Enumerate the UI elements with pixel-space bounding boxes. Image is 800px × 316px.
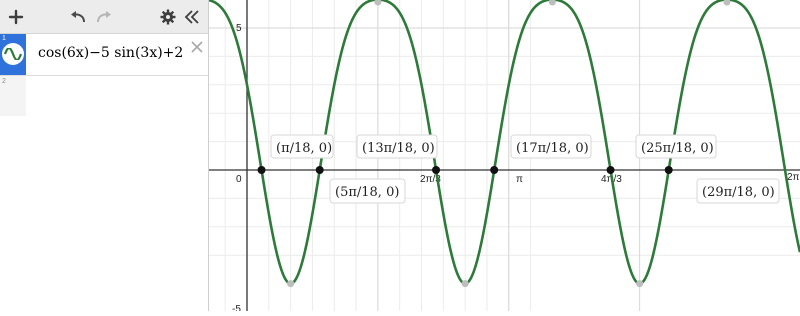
- x-tick-label: π: [516, 174, 523, 185]
- svg-text:(π/18, 0): (π/18, 0): [276, 141, 333, 156]
- close-icon[interactable]: [188, 38, 206, 56]
- y-tick-label: -5: [232, 304, 241, 311]
- expression-list-panel: [0, 0, 209, 311]
- extremum-point[interactable]: [462, 280, 469, 287]
- plus-icon[interactable]: [4, 5, 28, 29]
- expression-toolbar: [0, 0, 208, 34]
- zero-point-label[interactable]: [357, 135, 437, 158]
- expression-color-tab[interactable]: [0, 34, 26, 75]
- zero-point[interactable]: [607, 166, 615, 174]
- gear-icon[interactable]: [156, 5, 180, 29]
- y-tick-label: 5: [236, 23, 242, 34]
- expression-row[interactable]: [0, 34, 208, 76]
- expression-index: 1: [2, 35, 6, 42]
- graph-canvas[interactable]: [209, 0, 800, 311]
- zero-point-label[interactable]: [636, 135, 716, 158]
- extremum-point[interactable]: [636, 280, 643, 287]
- svg-text:(29π/18, 0): (29π/18, 0): [702, 185, 775, 200]
- svg-text:(17π/18, 0): (17π/18, 0): [516, 141, 589, 156]
- x-tick-label: 4π/3: [601, 174, 622, 185]
- svg-text:(5π/18, 0): (5π/18, 0): [335, 185, 400, 200]
- zero-point-label[interactable]: [697, 179, 779, 203]
- zero-point[interactable]: [490, 166, 498, 174]
- zero-point-label[interactable]: [511, 135, 591, 158]
- expression-index: 2: [2, 78, 6, 85]
- svg-text:(13π/18, 0): (13π/18, 0): [362, 141, 435, 156]
- zero-point[interactable]: [258, 166, 266, 174]
- zero-point[interactable]: [316, 166, 324, 174]
- svg-text:(25π/18, 0): (25π/18, 0): [641, 141, 714, 156]
- x-tick-label: 0: [236, 174, 242, 185]
- x-tick-label: 2π/3: [420, 174, 441, 185]
- extremum-point[interactable]: [287, 280, 294, 287]
- expression-input[interactable]: cos(6x)−5 sin(3x)+2: [38, 45, 184, 61]
- zero-point-label[interactable]: [271, 135, 333, 158]
- x-tick-label: 2π: [787, 172, 800, 183]
- double-chevron-left-icon[interactable]: [180, 5, 204, 29]
- empty-expression-row[interactable]: [0, 76, 26, 116]
- zero-point[interactable]: [665, 166, 673, 174]
- graph-wave-icon[interactable]: [2, 43, 24, 65]
- undo-icon[interactable]: [66, 5, 90, 29]
- redo-icon[interactable]: [92, 5, 116, 29]
- zero-point[interactable]: [432, 166, 440, 174]
- zero-point-label[interactable]: [330, 179, 405, 203]
